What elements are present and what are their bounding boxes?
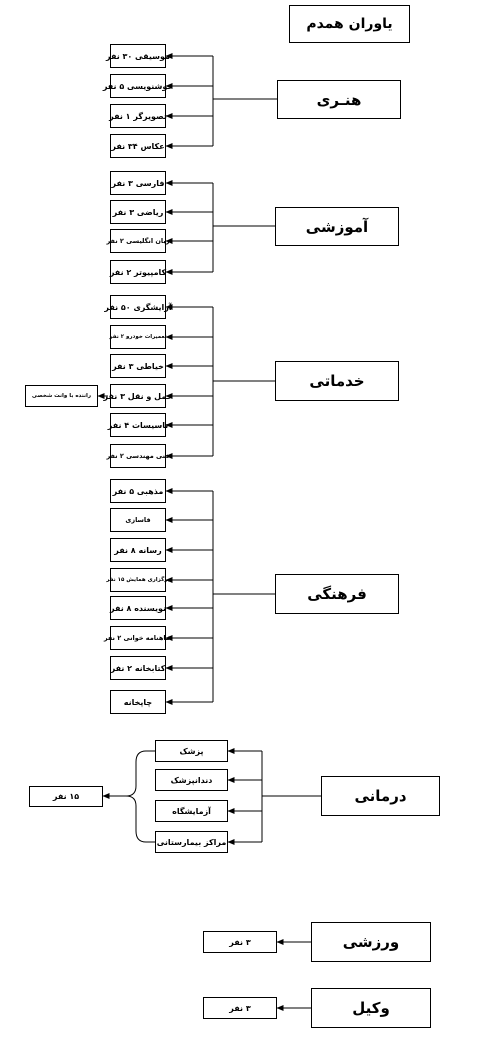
services-item-tailoring: خیاطی ۳ نفر xyxy=(110,354,166,378)
category-education: آموزشی xyxy=(275,207,399,246)
medical-item-dentist: دندانپزشک xyxy=(155,769,228,791)
culture-item-writers: نویسنده ۸ نفر xyxy=(110,596,166,620)
culture-item-conferences: برگزاری همایش ۱۵ نفر xyxy=(110,568,166,592)
art-item-photographer: عکاس ۳۴ نفر xyxy=(110,134,166,158)
services-item-engineering: فنی مهندسی ۲ نفر xyxy=(110,444,166,468)
medical-item-hospitals: مراکز بیمارستانی xyxy=(155,831,228,853)
services-transport-note: راننده با وانت شخصی xyxy=(25,385,98,407)
category-lawyer: وکیل xyxy=(311,988,431,1028)
education-item-math: ریاضی ۳ نفر xyxy=(110,200,166,224)
lawyer-count: ۳ نفر xyxy=(203,997,277,1019)
art-item-calligraphy: خوشنویسی ۵ نفر xyxy=(110,74,166,98)
culture-item-printing: چاپخانه xyxy=(110,690,166,714)
education-item-persian: فارسی ۳ نفر xyxy=(110,171,166,195)
category-sports: ورزشی xyxy=(311,922,431,962)
category-culture: فرهنگی xyxy=(275,574,399,614)
culture-item-library: کتابخانه ۲ نفر xyxy=(110,656,166,680)
education-item-computer: کامپیوتر ۲ نفر xyxy=(110,260,166,284)
category-medical: درمانی xyxy=(321,776,440,816)
category-art: هنـری xyxy=(277,80,401,119)
medical-total: ۱۵ نفر xyxy=(29,786,103,807)
culture-item-media: رسانه ۸ نفر xyxy=(110,538,166,562)
medical-item-doctor: پزشک xyxy=(155,740,228,762)
art-item-music: موسیقی ۳۰ نفر xyxy=(110,44,166,68)
services-item-transport: حمل و نقل ۳ نفر xyxy=(110,384,166,408)
category-services: خدماتی xyxy=(275,361,399,401)
page-title: یاوران همدم xyxy=(289,5,410,43)
services-item-hairdressing: آرایشگری ۵۰ نفر xyxy=(110,295,166,319)
culture-item-qasazi: قاسازی xyxy=(110,508,166,532)
medical-item-laboratory: آزمایشگاه xyxy=(155,800,228,822)
services-item-car-repair: تعمیرات خودرو ۲ نفر xyxy=(110,325,166,349)
services-item-facilities: تاسیسات ۴ نفر xyxy=(110,413,166,437)
art-item-illustrator: تصویرگر ۱ نفر xyxy=(110,104,166,128)
sports-count: ۳ نفر xyxy=(203,931,277,953)
culture-item-shahnameh: شاهنامه خوانی ۲ نفر xyxy=(110,626,166,650)
education-item-english: زبان انگلیسی ۲ نفر xyxy=(110,229,166,253)
culture-item-religious: مذهبی ۵ نفر xyxy=(110,479,166,503)
